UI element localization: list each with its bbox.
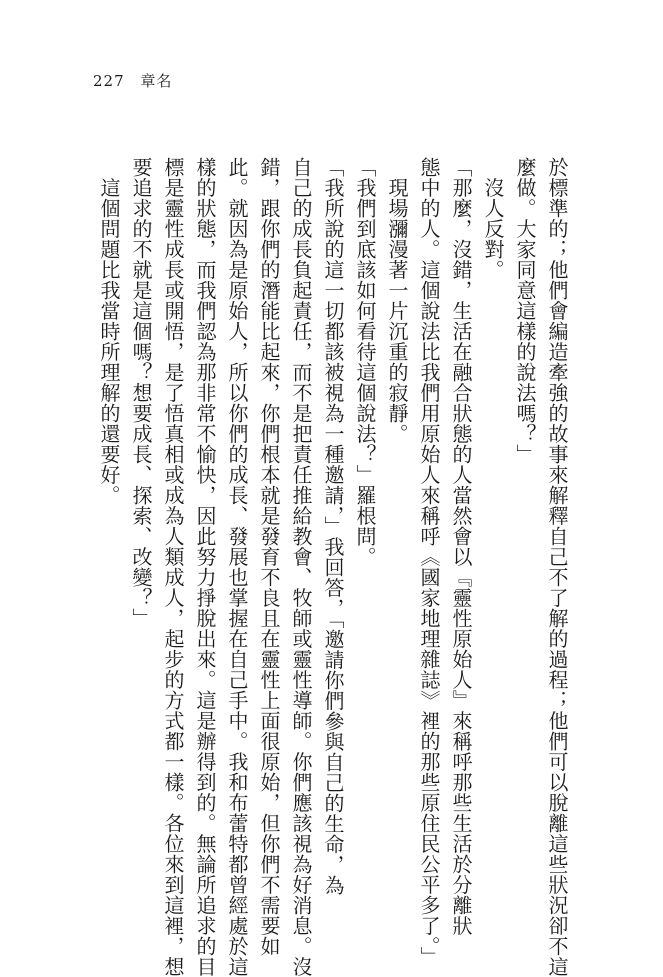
text-column: 錯，跟你們的潛能比起來，你們根本就是發育不良且在靈性上面很原始，但你們不需要如	[257, 157, 281, 957]
text-column: 標是靈性成長或開悟，是了悟真相或成為人類成人，起步的方式都一樣。各位來到這裡，想	[161, 157, 185, 977]
text-column: 麼做。大家同意這樣的說法嗎？」	[513, 157, 537, 465]
page-header	[93, 70, 172, 91]
text-column: 於標準的；他們會編造牽強的故事來解釋自己不了解的過程；他們可以脫離這些狀況卻不這	[545, 157, 569, 977]
text-column: 沒人反對。	[481, 157, 505, 280]
page-number: 227	[93, 72, 125, 90]
text-column: 樣的狀態，而我們認為那非常不愉快，因此努力掙脫出來。這是辦得到的。無論所追求的目	[193, 157, 217, 977]
text-column: 「那麼，沒錯，生活在融合狀態的人當然會以『靈性原始人』來稱呼那些生活於分離狀	[449, 157, 473, 936]
vertical-body-text	[93, 157, 573, 977]
chapter-title: 章名	[140, 72, 173, 90]
text-column: 這個問題比我當時所理解的還要好。	[97, 157, 121, 506]
text-column: 現場瀰漫著一片沉重的寂靜。	[385, 157, 409, 444]
text-column: 此。就因為是原始人，所以你們的成長、發展也掌握在自己手中。我和布蕾特都曾經處於這	[225, 157, 249, 977]
text-column: 要追求的不就是這個嗎？想要成長、探索、改變？」	[129, 157, 153, 629]
text-column: 「我所說的這一切都該被視為一種邀請，」我回答，「邀請你們參與自己的生命，為	[321, 157, 345, 896]
text-column: 自己的成長負起責任，而不是把責任推給教會、牧師或靈性導師。你們應該視為好消息。沒	[289, 157, 313, 977]
text-column: 態中的人。這個說法比我們用原始人來稱呼《國家地理雜誌》裡的那些原住民公平多了。」	[417, 157, 441, 967]
text-column: 「我們到底該如何看待這個說法？」羅根問。	[353, 157, 377, 567]
